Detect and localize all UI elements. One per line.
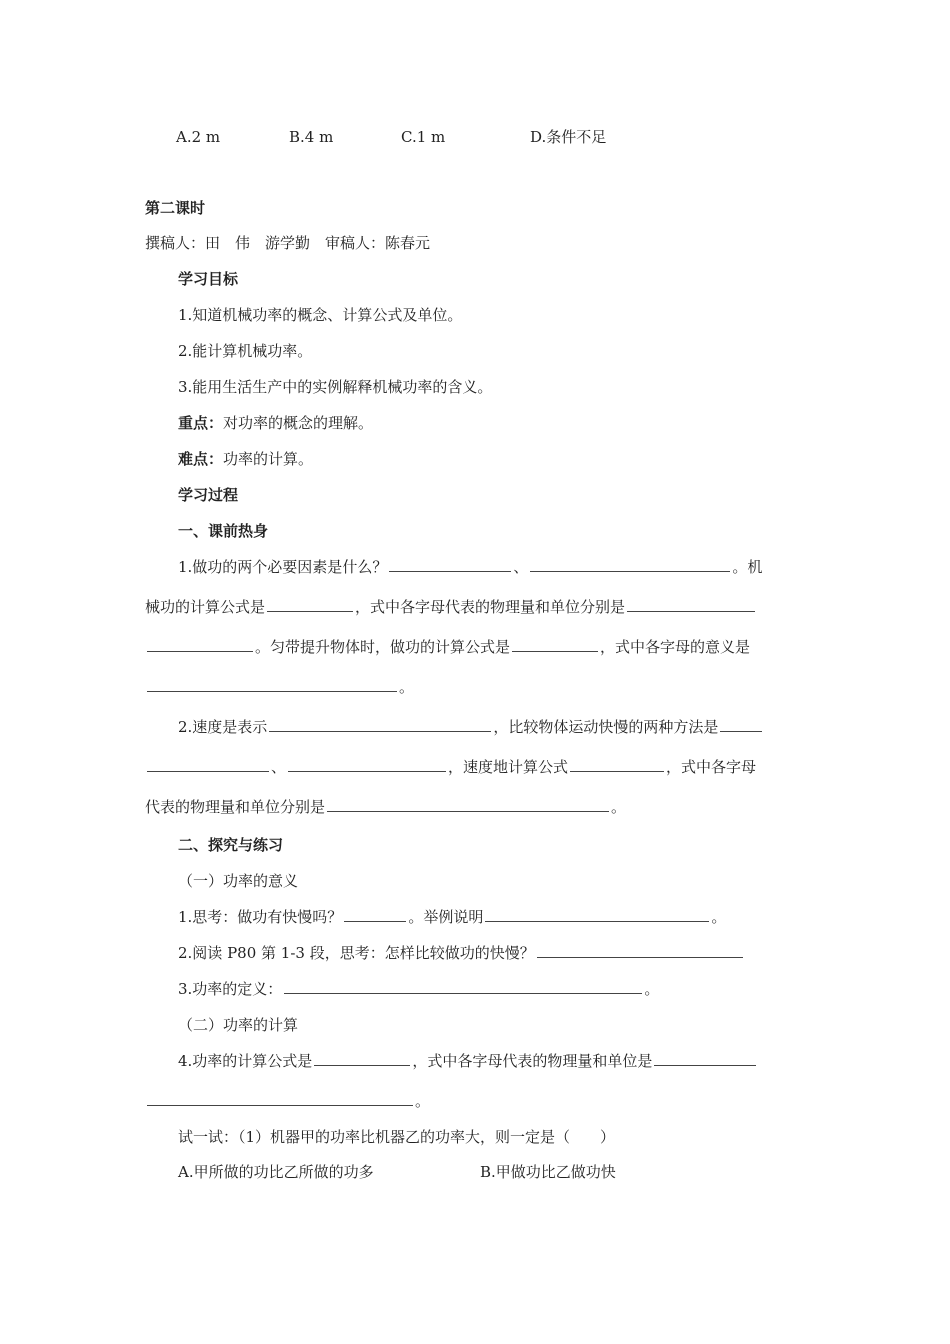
question-text: 1.思考：做功有快慢吗？ [178,908,343,926]
process-heading: 学习过程 [178,486,239,504]
answer-blank[interactable] [485,907,709,922]
question-text: 。匀带提升物体时，做功的计算公式是 [255,638,511,656]
difficulty [178,448,313,470]
question-text: 。机 [732,558,763,576]
answer-blank[interactable] [512,637,598,652]
question-text: 、 [271,758,287,776]
question-text: ，速度地计算公式 [448,758,569,776]
answer-blank[interactable] [389,557,511,572]
answer-blank[interactable] [147,677,397,692]
option-c: C.1 m [401,128,446,146]
try-question: 试一试：（1）机器甲的功率比机器乙的功率大，则一定是（ ） [178,1128,616,1146]
explore-q2 [178,942,745,964]
question-text: ，比较物体运动快慢的两种方法是 [493,718,719,736]
question-text: ，式中各字母代表的物理量和单位是 [412,1052,653,1070]
explore-q1 [178,906,726,928]
warmup-q1-line1 [178,556,762,578]
answer-blank[interactable] [570,757,664,772]
warmup-q2-line2 [145,756,756,778]
question-text: 。 [644,980,660,998]
warmup-q1-line4 [145,676,414,698]
question-text: 。举例说明 [408,908,484,926]
question-text: ，式中各字母的意义是 [600,638,751,656]
question-text: 1.做功的两个必要因素是什么？ [178,558,388,576]
difficulty-text: 功率的计算。 [223,450,314,468]
authors-line: 撰稿人：田 伟 游学勤 审稿人：陈春元 [145,234,431,252]
goal-item: 3.能用生活生产中的实例解释机械功率的含义。 [178,378,493,396]
key-point-text: 对功率的概念的理解。 [223,414,374,432]
answer-blank[interactable] [147,1091,413,1106]
explore-q4-line2 [145,1090,430,1112]
warmup-q1-line2 [145,596,757,618]
answer-blank[interactable] [284,979,642,994]
answer-blank[interactable] [288,757,446,772]
difficulty-label: 难点： [178,450,224,468]
answer-blank[interactable] [269,717,491,732]
answer-blank[interactable] [314,1051,410,1066]
question-text: 代表的物理量和单位分别是 [145,798,326,816]
question-text: 2.阅读 P80 第 1-3 段，思考：怎样比较做功的快慢？ [178,944,535,962]
answer-blank[interactable] [147,637,253,652]
answer-blank[interactable] [344,907,406,922]
explore-heading: 二、探究与练习 [178,836,284,854]
key-point-label: 重点： [178,414,224,432]
try-option-a: A.甲所做的功比乙所做的功多 [178,1163,374,1181]
lesson-title: 第二课时 [145,199,206,217]
question-text: ，式中各字母 [666,758,757,776]
explore-subheading-1: （一）功率的意义 [178,872,299,890]
question-text: 2.速度是表示 [178,718,268,736]
option-d: D.条件不足 [530,128,607,146]
answer-blank[interactable] [147,757,269,772]
warmup-q1-line3 [145,636,750,658]
explore-q4-line1 [178,1050,758,1072]
option-a: A.2 m [176,128,221,146]
goal-item: 1.知道机械功率的概念、计算公式及单位。 [178,306,463,324]
question-text: 。 [611,798,627,816]
question-text: 械功的计算公式是 [145,598,266,616]
question-text: 。 [711,908,727,926]
question-text: 3.功率的定义： [178,980,283,998]
explore-subheading-2: （二）功率的计算 [178,1016,299,1034]
goals-heading: 学习目标 [178,270,239,288]
question-text: 。 [415,1092,431,1110]
answer-blank[interactable] [654,1051,756,1066]
answer-blank[interactable] [720,717,762,732]
question-text: 。 [399,678,415,696]
goal-item: 2.能计算机械功率。 [178,342,313,360]
answer-blank[interactable] [267,597,353,612]
option-b: B.4 m [289,128,334,146]
answer-blank[interactable] [537,943,743,958]
answer-blank[interactable] [327,797,609,812]
warmup-q2-line3 [145,796,626,818]
warmup-heading: 一、课前热身 [178,522,269,540]
question-text: 、 [513,558,529,576]
question-text: 4.功率的计算公式是 [178,1052,313,1070]
warmup-q2-line1 [178,716,764,738]
key-point [178,412,373,434]
explore-q3 [178,978,659,1000]
question-text: ，式中各字母代表的物理量和单位分别是 [355,598,626,616]
answer-blank[interactable] [627,597,755,612]
try-option-b: B.甲做功比乙做功快 [480,1163,616,1181]
answer-blank[interactable] [530,557,730,572]
